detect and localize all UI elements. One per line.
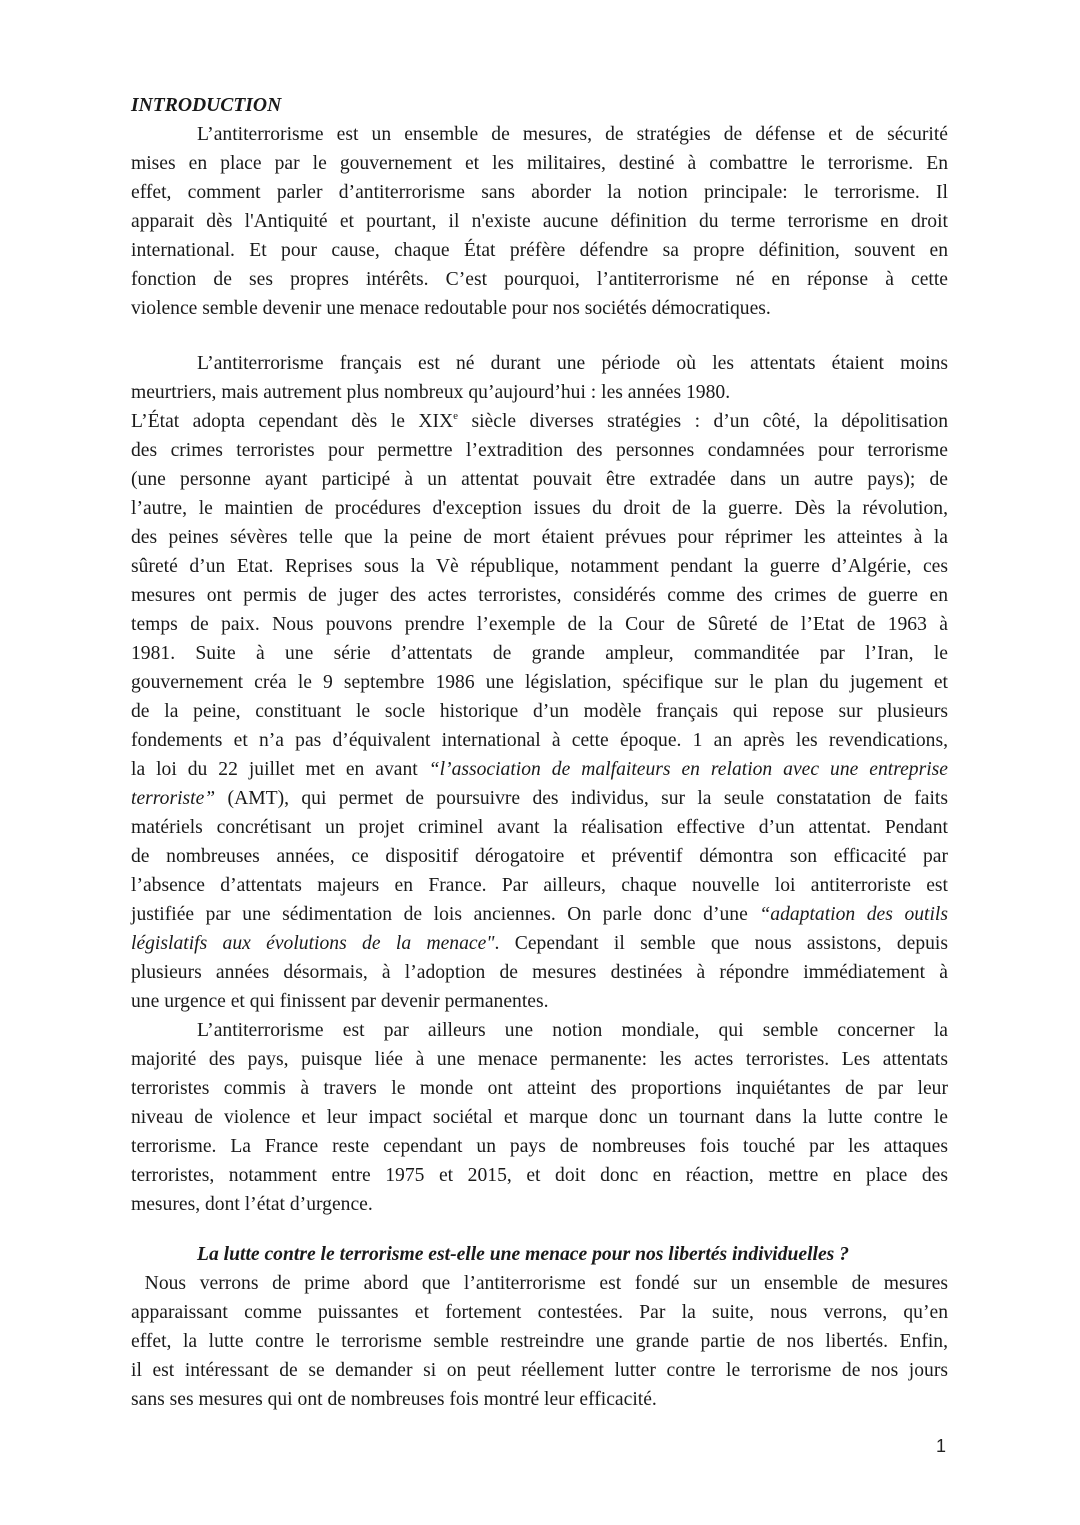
text-line: violence semble devenir une menace redoutable pour nos sociétés démocratiques. — [131, 298, 771, 319]
quotation: “l’association de malfaiteurs en relation avec une entreprise — [428, 759, 948, 780]
text-line: terroriste” (AMT), qui permet de poursuivre des individus, sur la seule constatation de faits — [131, 788, 948, 809]
text-line: il est intéressant de se demander si on peut réellement lutter contre le terrorisme de nos jours — [131, 1360, 948, 1381]
text-line: sans ses mesures qui ont de nombreuses fois montré leur efficacité. — [131, 1389, 657, 1410]
text-line: apparaissant comme puissantes et fortement contestées. Par la suite, nous verrons, qu’en — [131, 1302, 948, 1323]
plan-paragraph — [131, 1269, 948, 1414]
problematique-section — [131, 1240, 948, 1414]
quotation: terroriste” — [131, 788, 216, 809]
text-line: sûreté d’un Etat. Reprises sous la Vè république, notamment pendant la guerre d’Algérie, ces — [131, 556, 948, 577]
superscript: e — [453, 410, 459, 422]
text-line: effet, comment parler d’antiterrorisme sans aborder la notion principale: le terrorisme. Il — [131, 182, 948, 203]
text-line: législatifs aux évolutions de la menace". Cependant il semble que nous assistons, depuis — [131, 933, 948, 954]
text-line: la loi du 22 juillet met en avant “l’association de malfaiteurs en relation avec une entreprise — [131, 759, 948, 780]
text-line: (une personne ayant participé à un attentat pouvait être extradée dans un autre pays); de — [131, 469, 948, 490]
text-line: des peines sévères telle que la peine de mort étaient prévues pour réprimer les atteintes à la — [131, 527, 948, 548]
text-line: international. Et pour cause, chaque État préfère défendre sa propre définition, souvent en — [131, 240, 948, 261]
text-line: majorité des pays, puisque liée à une menace permanente: les actes terroristes. Les attentats — [131, 1049, 948, 1070]
text-line: matériels concrétisant un projet criminel avant la réalisation effective d’un attentat. Pendant — [131, 817, 948, 838]
page-number: 1 — [936, 1436, 947, 1456]
text-line: temps de paix. Nous pouvons prendre l’exemple de la Cour de Sûreté de l’Etat de 1963 à — [131, 614, 948, 635]
problematique-question: La lutte contre le terrorisme est-elle une menace pour nos libertés individuelles ? — [197, 1244, 849, 1265]
text-line: effet, la lutte contre le terrorisme semble restreindre une grande partie de nos libertés. Enfin, — [131, 1331, 948, 1352]
text-line: L’antiterrorisme est par ailleurs une notion mondiale, qui semble concerner la — [197, 1020, 948, 1041]
text-line: L’antiterrorisme français est né durant une période où les attentats étaient moins — [197, 353, 948, 374]
text-line: l’autre, le maintien de procédures d'exception issues du droit de la guerre. Dès la révolution, — [131, 498, 948, 519]
text-line: L’État adopta cependant dès le XIXe siècle diverses stratégies : d’un côté, la dépolitisation — [131, 410, 949, 432]
text-line: terroristes commis à travers le monde ont atteint des proportions inquiétantes de par leur — [131, 1078, 948, 1099]
text-line: apparait dès l'Antiquité et pourtant, il n'existe aucune définition du terme terrorisme en droit — [131, 211, 948, 232]
text-line: plusieurs années désormais, à l’adoption de mesures destinées à répondre immédiatement à — [131, 962, 948, 983]
text-line: de nombreuses années, ce dispositif dérogatoire et préventif démontra son efficacité par — [131, 846, 948, 867]
text-line: gouvernement créa le 9 septembre 1986 une législation, spécifique sur le plan du jugement et — [131, 672, 948, 693]
text-line: des crimes terroristes pour permettre l’extradition des personnes condamnées pour terrorisme — [131, 440, 948, 461]
text-line: mesures ont permis de juger des actes terroristes, considérés comme des crimes de guerre en — [131, 585, 948, 606]
text-line: L’antiterrorisme est un ensemble de mesures, de stratégies de défense et de sécurité — [197, 124, 948, 145]
text-line: l’absence d’attentats majeurs en France. Par ailleurs, chaque nouvelle loi antiterroriste est — [131, 875, 948, 896]
text-line: justifiée par une sédimentation de lois anciennes. On parle donc d’une “adaptation des outils — [131, 904, 948, 925]
text-line: de la peine, constituant le socle historique d’un modèle français qui repose sur plusieurs — [131, 701, 948, 722]
paragraph-4 — [131, 1016, 948, 1219]
intro-section — [131, 91, 948, 323]
text-line: terrorisme. La France reste cependant un pays de nombreuses fois touché par les attaques — [131, 1136, 948, 1157]
quotation: “adaptation des outils — [759, 904, 948, 925]
paragraph-3 — [131, 407, 948, 1016]
section-heading: INTRODUCTION — [131, 95, 282, 116]
text-line: mises en place par le gouvernement et les militaires, destiné à combattre le terrorisme. En — [131, 153, 948, 174]
text-line: fonction de ses propres intérêts. C’est pourquoi, l’antiterrorisme né en réponse à cette — [131, 269, 948, 290]
text-line: Nous verrons de prime abord que l’antiterrorisme est fondé sur un ensemble de mesures — [131, 1273, 948, 1294]
text-line: meurtriers, mais autrement plus nombreux qu’aujourd’hui : les années 1980. — [131, 382, 731, 403]
text-line: 1981. Suite à une série d’attentats de grande ampleur, commanditée par l’Iran, le — [131, 643, 948, 664]
paragraph-2 — [131, 349, 948, 1219]
text-line: terroristes, notamment entre 1975 et 2015, et doit donc en réaction, mettre en place des — [131, 1165, 948, 1186]
quotation: législatifs aux évolutions de la menace" — [131, 933, 495, 954]
text-line: mesures, dont l’état d’urgence. — [131, 1194, 373, 1215]
paragraph-1 — [131, 120, 948, 323]
text-line: niveau de violence et leur impact sociétal et marque donc un tournant dans la lutte contre le — [131, 1107, 948, 1128]
text-line: fondements et n’a pas d’équivalent international à cette époque. 1 an après les revendications, — [131, 730, 948, 751]
text-line: une urgence et qui finissent par devenir permanentes. — [131, 991, 549, 1012]
